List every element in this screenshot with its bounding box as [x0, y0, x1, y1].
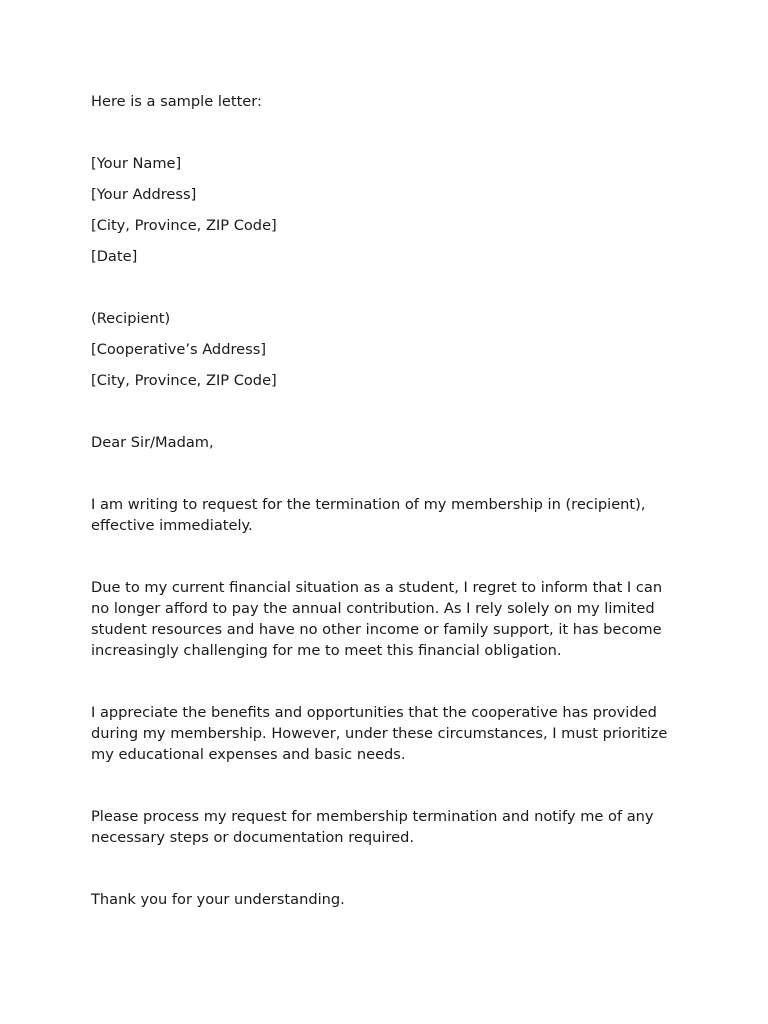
recipient-name: (Recipient) — [91, 310, 171, 327]
sender-city: [City, Province, ZIP Code] — [91, 217, 277, 234]
letter-document — [91, 91, 681, 910]
recipient-city: [City, Province, ZIP Code] — [91, 372, 277, 389]
intro-text: Here is a sample letter: — [91, 93, 262, 110]
body-paragraph-3: I appreciate the benefits and opportunities that the cooperative has provided during my membership. However, under these circumstances, I must prioritize my educational expenses and basic needs. — [91, 704, 668, 763]
recipient-block — [91, 308, 681, 391]
sender-name: [Your Name] — [91, 155, 182, 172]
sender-block — [91, 153, 681, 267]
closing-text: Thank you for your understanding. — [91, 891, 345, 908]
recipient-address: [Cooperative’s Address] — [91, 341, 267, 358]
salutation: Dear Sir/Madam, — [91, 434, 214, 451]
body-paragraph-1: I am writing to request for the termination of my membership in (recipient), effective immediately. — [91, 496, 646, 534]
body-paragraph-4: Please process my request for membership termination and notify me of any necessary steps or documentation required. — [91, 808, 654, 846]
letter-date: [Date] — [91, 248, 138, 265]
sender-address: [Your Address] — [91, 186, 197, 203]
body-paragraph-2: Due to my current financial situation as a student, I regret to inform that I can no longer afford to pay the annual contribution. As I rely solely on my limited student resources and have no other income or family support, it has become increasingly challenging for me to meet this financial obligation. — [91, 579, 663, 659]
